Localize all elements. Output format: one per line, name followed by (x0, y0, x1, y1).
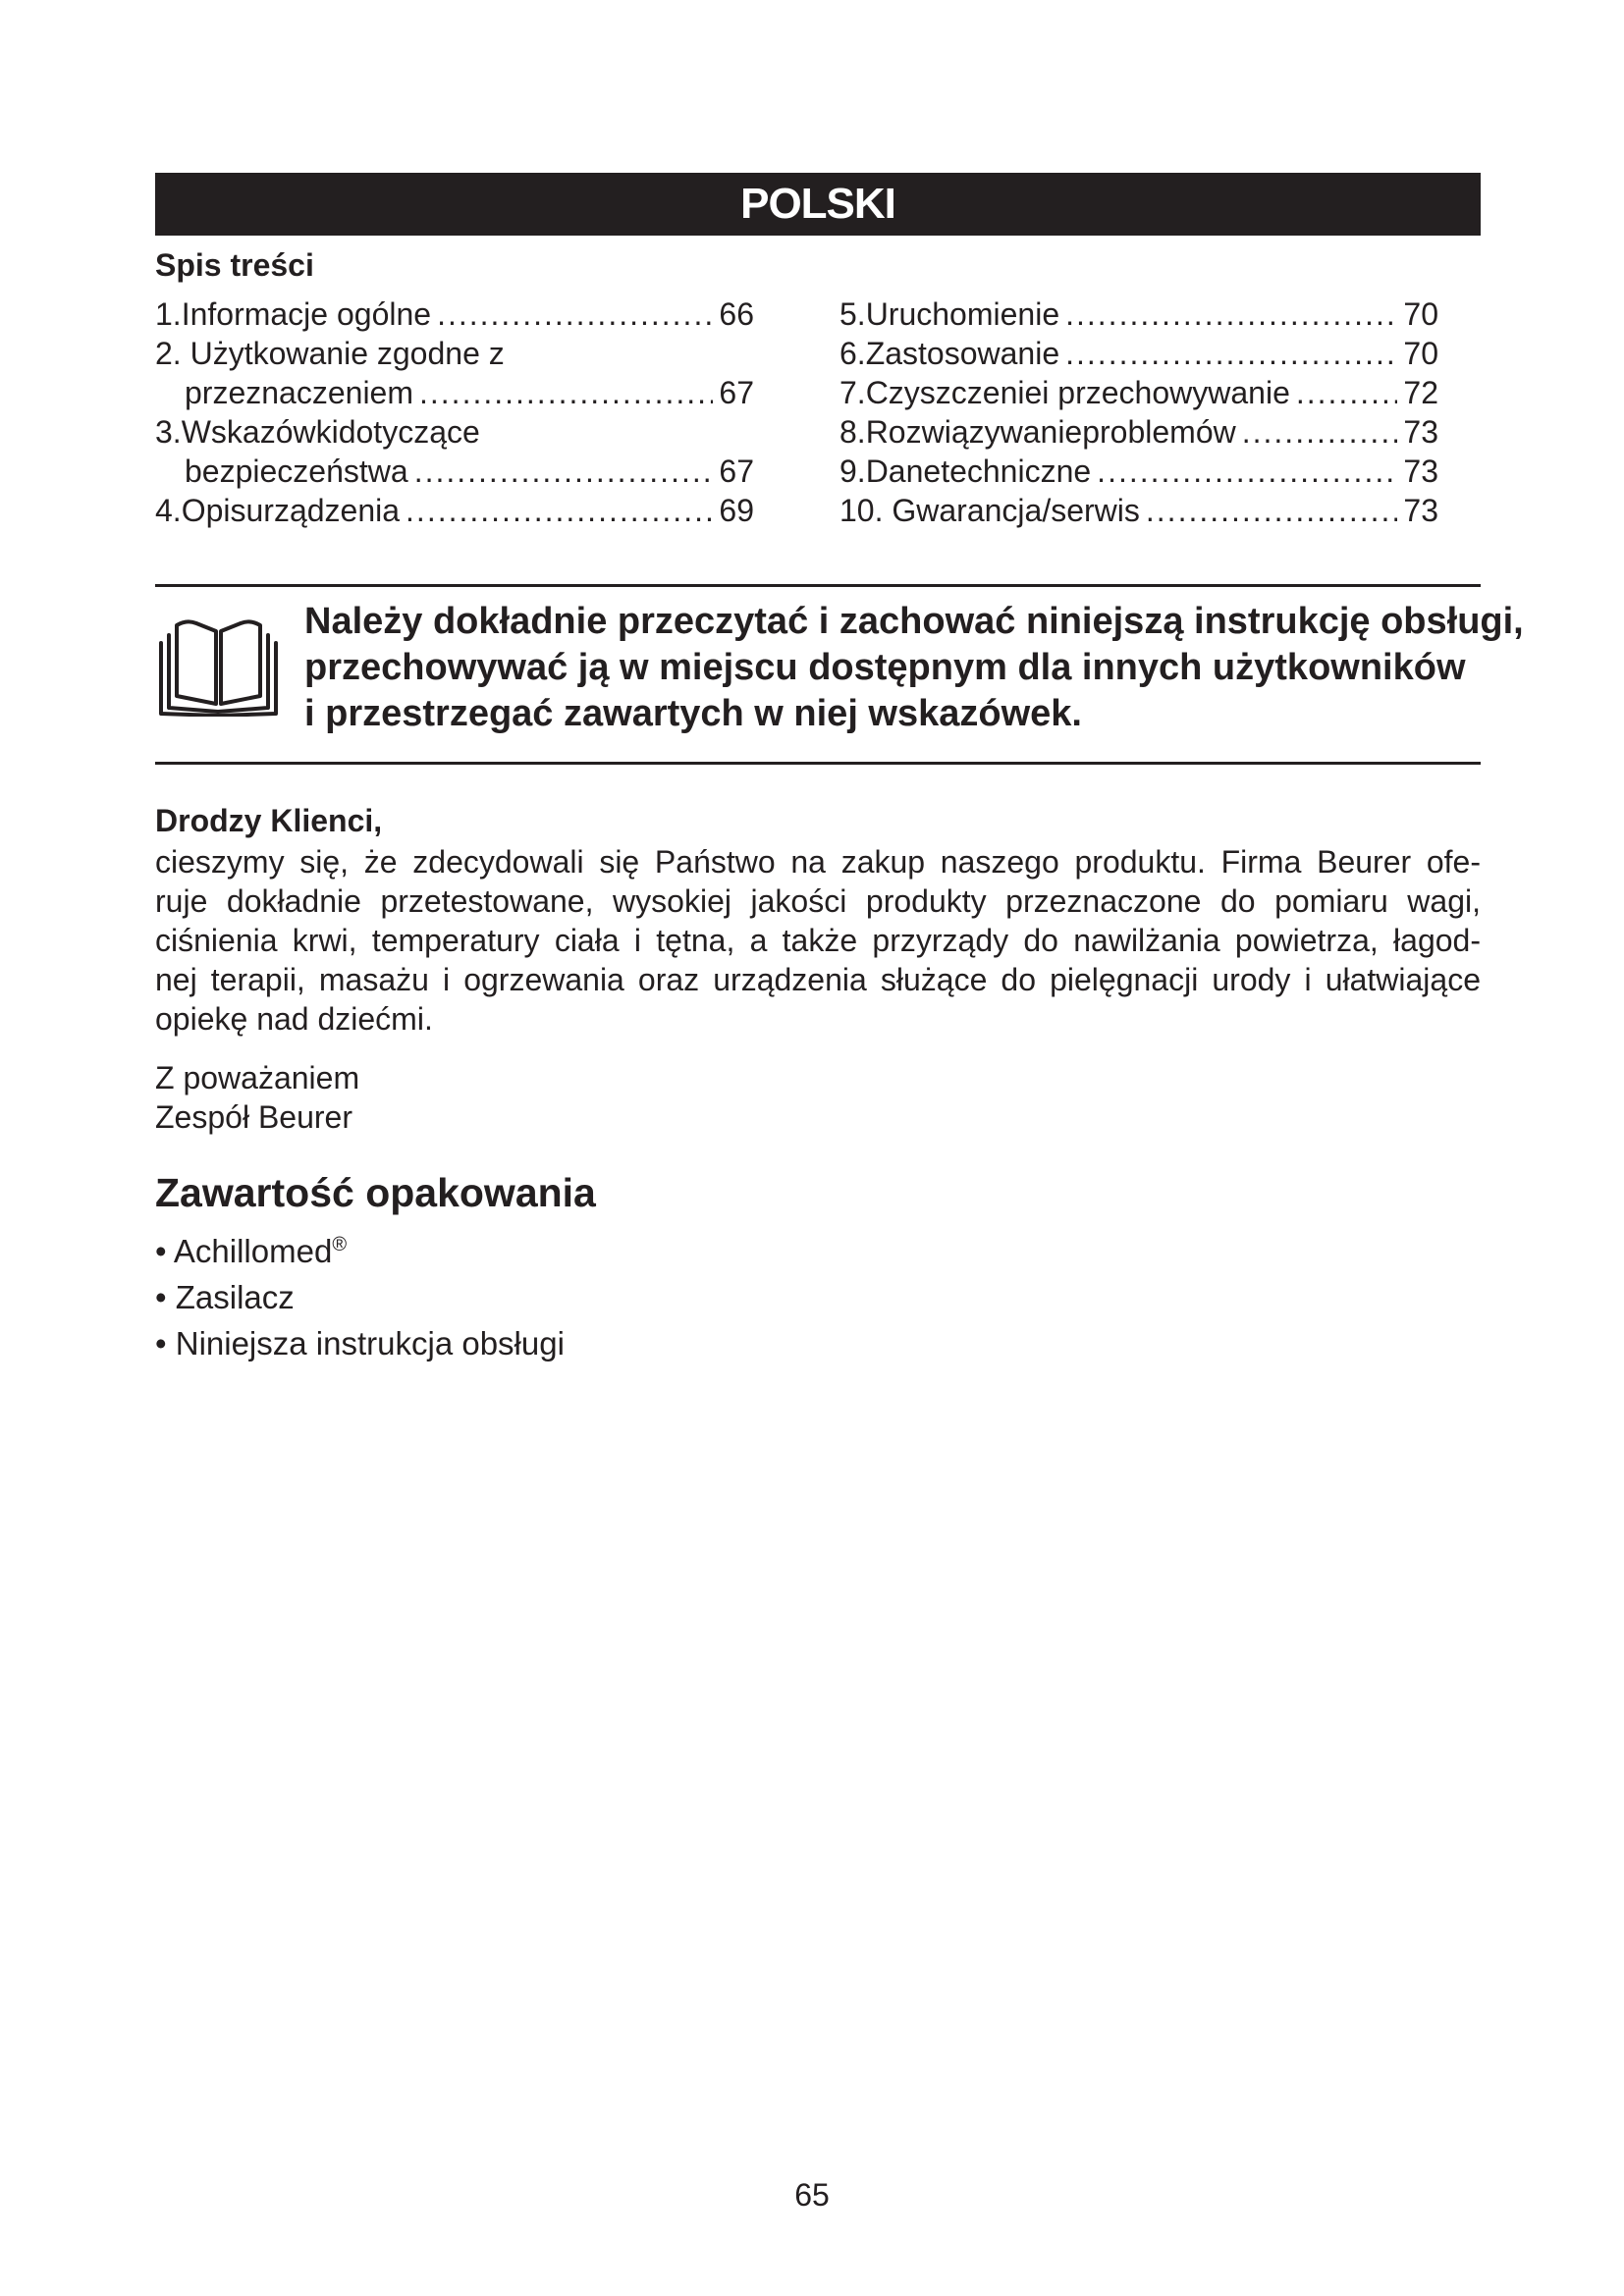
divider-bottom (155, 762, 1481, 765)
toc-entry[interactable]: 2. Użytkowanie zgodne z przeznaczeniem ..... 67 (155, 334, 754, 412)
package-contents-title: Zawartość opakowania (155, 1170, 596, 1215)
greeting: Drodzy Klienci, (155, 803, 383, 838)
toc-left-column (155, 294, 754, 530)
list-item: • Niniejsza instrukcja obsługi (155, 1317, 565, 1363)
list-item: • Achillomed® (155, 1225, 565, 1271)
toc-entry[interactable]: 10. Gwarancja/serwis ..... 73 (839, 491, 1438, 530)
toc-entry[interactable]: 1.Informacje ogólne ..... 66 (155, 294, 754, 334)
read-instructions-notice: Należy dokładnie przeczytać i zachować niniejszą instrukcję obsługi, przechowywać ją w miejscu dostępnym dla innych użytkowników i przestrzegać zawartych w niej wskazówek. (304, 601, 1524, 734)
toc-entry[interactable]: 6.Zastosowanie ..... 70 (839, 334, 1438, 373)
page-number: 65 (794, 2177, 830, 2213)
list-item: • Zasilacz (155, 1271, 565, 1317)
signature: Zespół Beurer (155, 1099, 352, 1135)
closing: Z poważaniem (155, 1060, 360, 1095)
book-icon (157, 614, 280, 717)
toc-entry[interactable]: 3.Wskazówkidotyczące bezpieczeństwa ..... 67 (155, 412, 754, 491)
language-banner: POLSKI (155, 173, 1481, 236)
toc-right-column (839, 294, 1438, 530)
signature-block (155, 1058, 359, 1137)
toc-entry[interactable]: 9.Danetechniczne ..... 73 (839, 452, 1438, 491)
toc-title: Spis treści (155, 247, 314, 283)
toc-entry[interactable]: 7.Czyszczeniei przechowywanie ..... 72 (839, 373, 1438, 412)
divider-top (155, 584, 1481, 587)
toc-entry[interactable]: 4.Opisurządzenia ..... 69 (155, 491, 754, 530)
toc-entry[interactable]: 8.Rozwiązywanieproblemów ..... 73 (839, 412, 1438, 452)
toc-entry[interactable]: 5.Uruchomienie ..... 70 (839, 294, 1438, 334)
package-contents-list (155, 1225, 565, 1363)
intro-paragraph: cieszymy się, że zdecydowali się Państwo na zakup naszego produktu. Firma Beurer ofe- ruje dokładnie przetestowane, wysokiej jakości produkty przeznaczone do pomiaru wagi, ciśnienia krwi, temperatury ciała i tętna, a także przyrządy do nawilżania powietrza, łagod- nej terapii, masażu i ogrzewania oraz urządzenia służące do pielęgnacji urody i ułatwiające opiekę nad dziećmi. (155, 844, 1481, 1037)
